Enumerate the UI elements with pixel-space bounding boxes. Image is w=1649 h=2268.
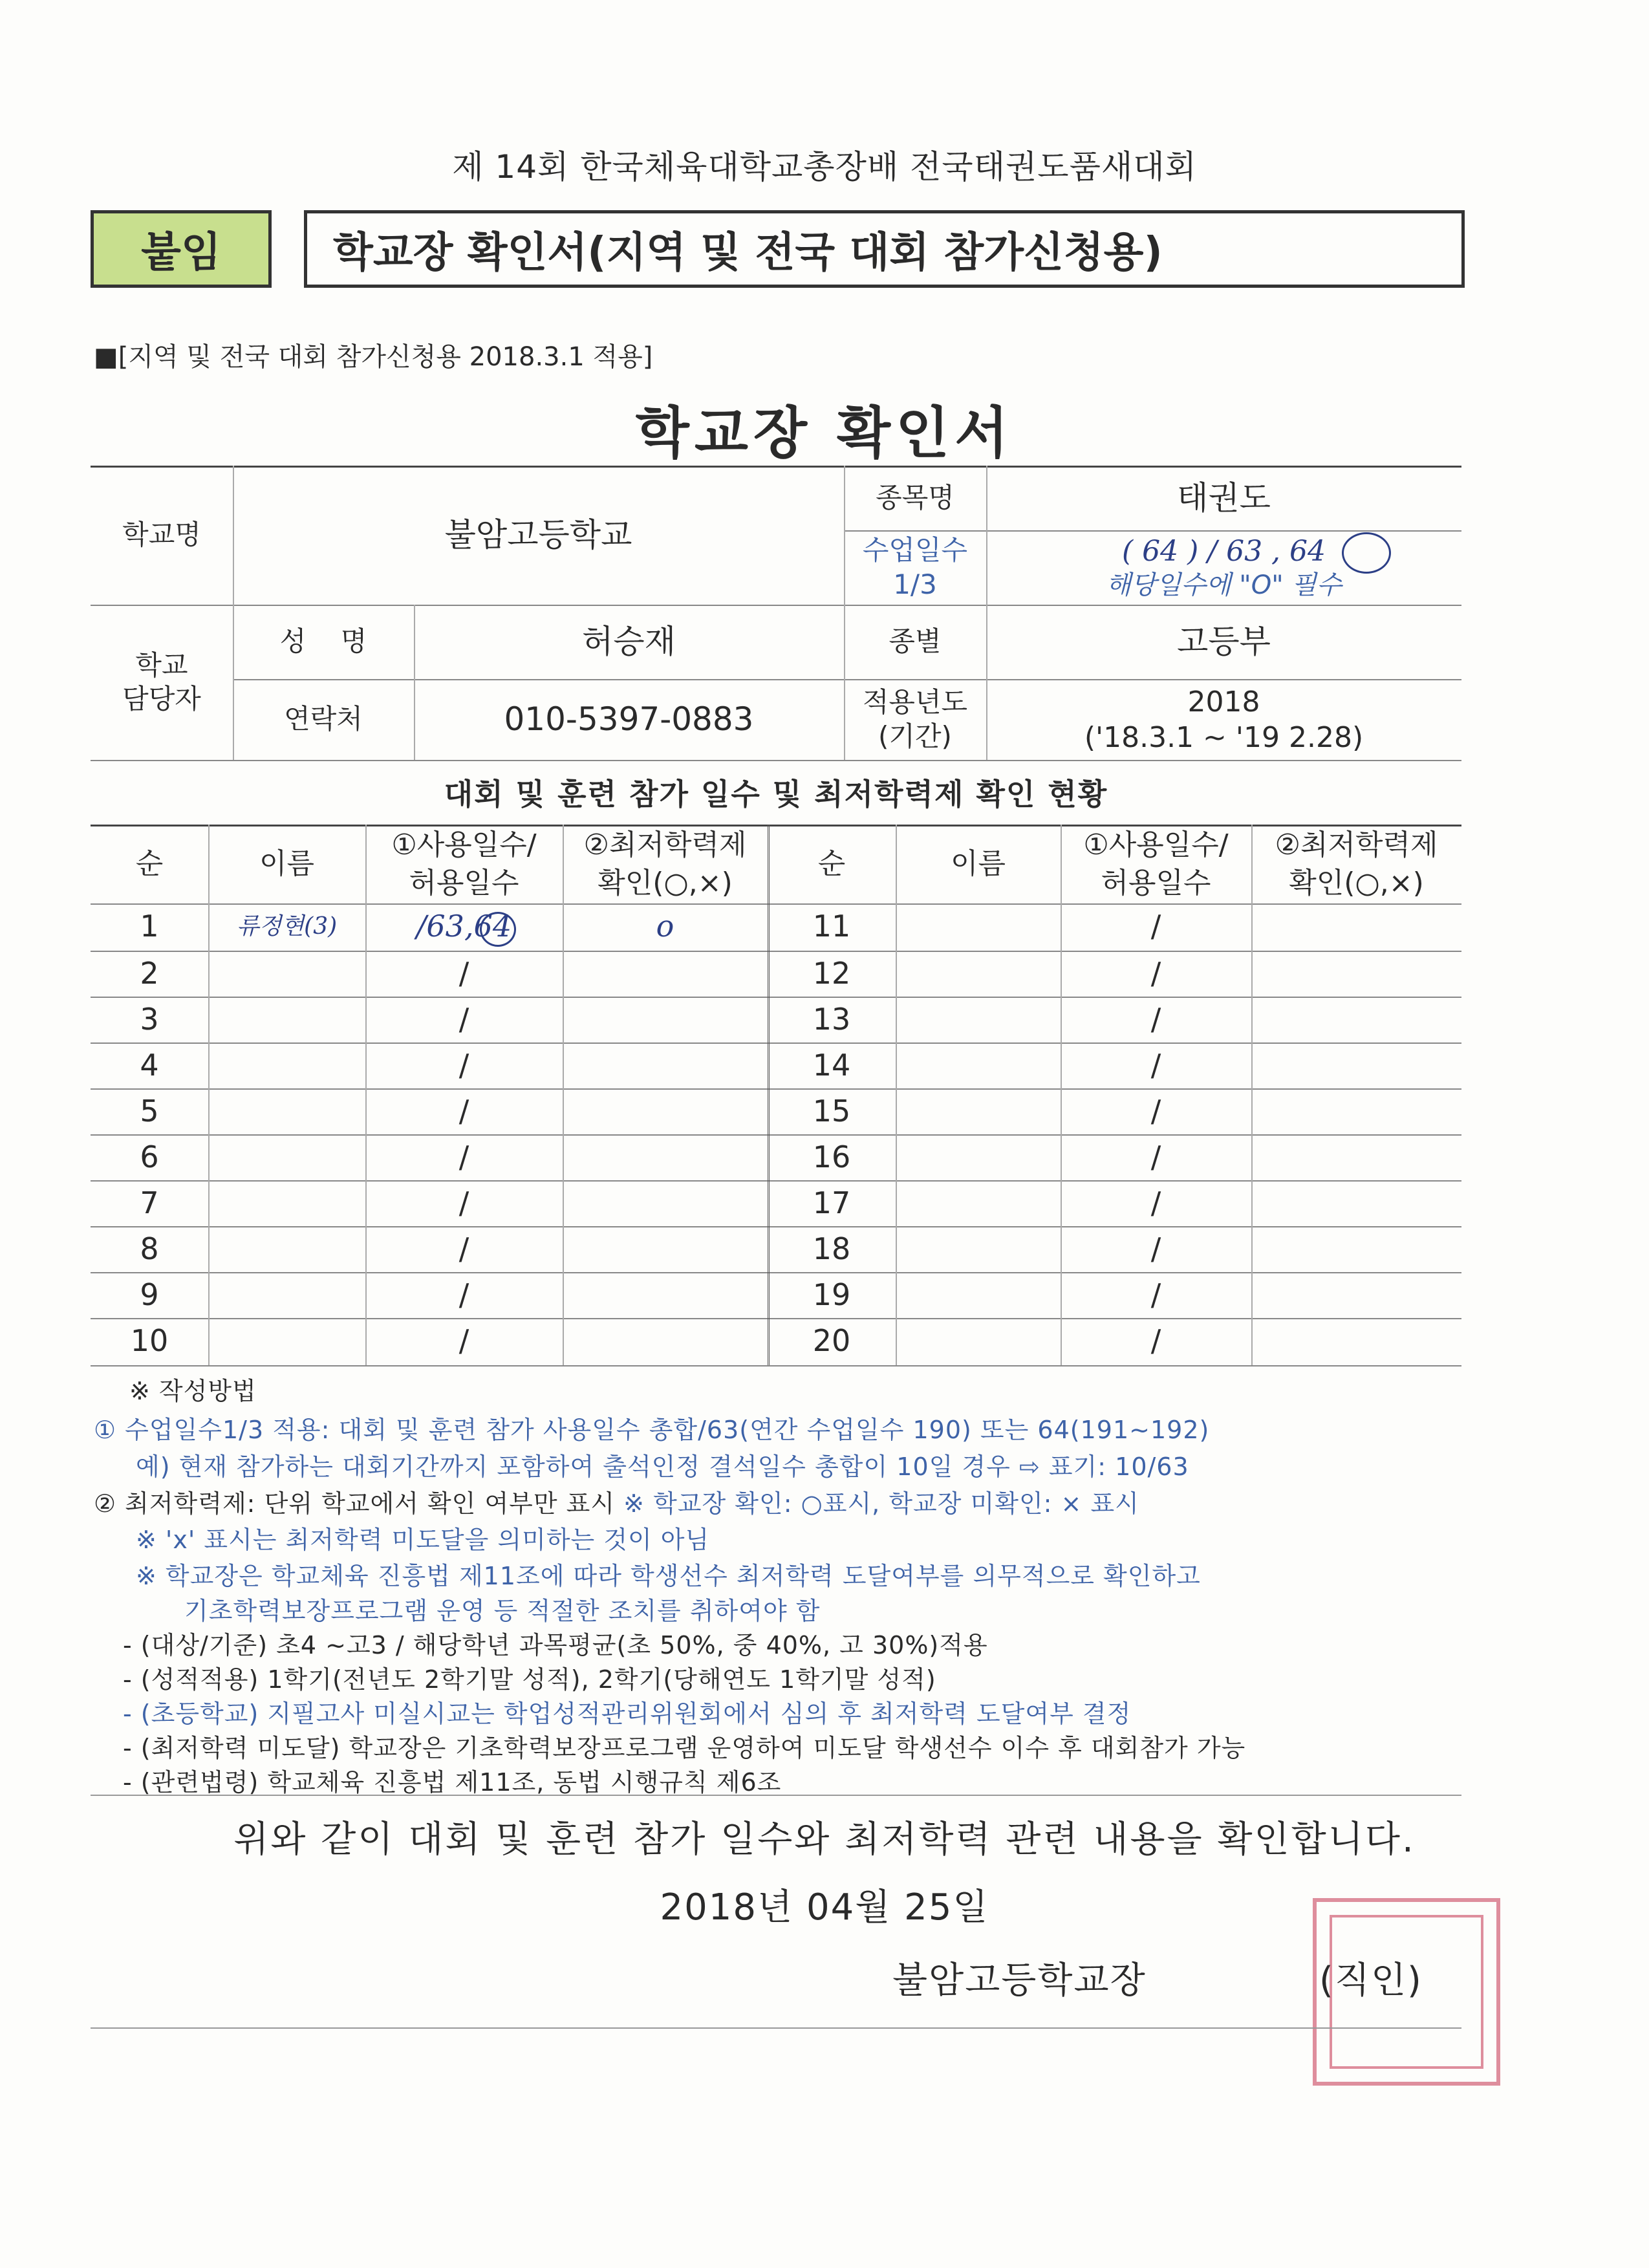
row-number: 19 — [812, 1277, 851, 1312]
detail-5: - (관련법령) 학교체육 진흥법 제11조, 동법 시행규칙 제6조 — [123, 1768, 782, 1797]
row-name — [896, 951, 1061, 997]
row-number: 5 — [140, 1093, 159, 1129]
row-days: / — [458, 1323, 469, 1358]
row-number: 4 — [140, 1047, 159, 1083]
detail-2: - (성적적용) 1학기(전년도 2학기말 성적), 2학기(당해연도 1학기말 성적) — [123, 1665, 936, 1694]
row-name — [896, 1180, 1061, 1226]
row-name — [896, 1134, 1061, 1180]
row-days: / — [1150, 955, 1161, 991]
row-days: / — [1150, 1139, 1161, 1174]
row-days: / — [458, 1139, 469, 1174]
sport-value: 태권도 — [1177, 479, 1271, 517]
row-check: o — [656, 908, 674, 944]
school-label: 학교명 — [122, 519, 201, 551]
detail-3: - (초등학교) 지필고사 미실시교는 학업성적관리위원회에서 심의 후 최저학력 도달여부 결정 — [123, 1700, 1132, 1728]
header-no: 순 — [135, 847, 164, 881]
division-value: 고등부 — [1177, 623, 1271, 661]
header-days — [1061, 825, 1251, 903]
row-check — [563, 951, 768, 997]
header-check-line1: ②최저학력제 — [583, 828, 747, 861]
attachment-badge: 붙임 — [91, 210, 272, 288]
header-name: 이름 — [950, 847, 1006, 881]
row-days: / — [458, 1185, 469, 1220]
seal-note: (직인) — [1319, 1960, 1423, 2002]
row-check — [1251, 1180, 1461, 1226]
row-check — [563, 1088, 768, 1134]
row-check — [1251, 951, 1461, 997]
note-1b: 예) 현재 참가하는 대회기간까지 포함하여 출석인정 결석일수 총합이 10일 경우 ⇨ 표기: 10/63 — [136, 1453, 1189, 1481]
row-check — [1251, 1088, 1461, 1134]
notes-heading: ※ 작성방법 — [129, 1377, 257, 1405]
closing-statement: 위와 같이 대회 및 훈련 참가 일수와 최저학력 관련 내용을 확인합니다. — [233, 1819, 1416, 1861]
year-value-cell — [986, 679, 1461, 760]
detail-4: - (최저학력 미도달) 학교장은 기초학력보장프로그램 운영하여 미도달 학생선수 이수 후 대회참가 가능 — [123, 1734, 1246, 1762]
row-days: / — [1150, 1185, 1161, 1220]
note-2d: 기초학력보장프로그램 운영 등 적절한 조치를 취하여야 함 — [184, 1597, 821, 1625]
header-days-line1: ①사용일수/ — [391, 828, 537, 861]
header-days-line2: 허용일수 — [409, 867, 519, 900]
row-check — [563, 1134, 768, 1180]
row-name — [896, 1318, 1061, 1364]
row-number: 1 — [140, 908, 159, 944]
row-check — [563, 997, 768, 1042]
row-number: 13 — [812, 1001, 851, 1037]
row-check — [1251, 1134, 1461, 1180]
row-check — [1251, 1042, 1461, 1088]
row-days: / — [458, 955, 469, 991]
section-heading: 대회 및 훈련 참가 일수 및 최저학력제 확인 현황 — [444, 777, 1108, 812]
row-check — [563, 1272, 768, 1318]
table-rule — [91, 1365, 1461, 1366]
note-2a-prefix: ② 최저학력제: 단위 학교에서 확인 여부만 표시 — [94, 1489, 624, 1518]
row-number: 10 — [130, 1323, 169, 1358]
division-label: 종별 — [889, 625, 942, 658]
name-label: 성 명 — [279, 625, 367, 658]
row-days: / — [1150, 1093, 1161, 1129]
document-title: 학교장 확인서 — [635, 401, 1014, 466]
row-number: 14 — [812, 1047, 851, 1083]
year-value: 2018 — [1187, 685, 1260, 718]
note-2a — [94, 1484, 1139, 1519]
row-name — [208, 1318, 365, 1364]
name-value: 허승재 — [582, 623, 676, 661]
row-number: 20 — [812, 1323, 851, 1358]
year-label — [844, 679, 986, 760]
row-name — [896, 997, 1061, 1042]
header-check-line2: 확인(○,×) — [598, 867, 733, 900]
row-name — [208, 1180, 365, 1226]
manager-label-line1: 학교 — [135, 649, 188, 681]
header-days-line1: ①사용일수/ — [1083, 828, 1229, 861]
row-days: / — [458, 1277, 469, 1312]
row-number: 6 — [140, 1139, 159, 1174]
school-days-value-cell — [986, 530, 1461, 605]
row-check — [1251, 1318, 1461, 1364]
row-name — [208, 1134, 365, 1180]
circle-mark — [480, 912, 516, 947]
header-days — [365, 825, 563, 903]
row-days: / — [458, 1231, 469, 1266]
header-days-line2: 허용일수 — [1101, 867, 1211, 900]
row-name — [208, 1042, 365, 1088]
row-number: 17 — [812, 1185, 851, 1220]
row-days: / — [1150, 908, 1161, 944]
row-number: 16 — [812, 1139, 851, 1174]
row-name — [208, 1272, 365, 1318]
row-days: / — [1150, 1323, 1161, 1358]
row-check — [563, 1226, 768, 1272]
row-number: 18 — [812, 1231, 851, 1266]
school-days-label-line2: 1/3 — [893, 568, 937, 600]
row-name — [896, 1272, 1061, 1318]
period-value: ('18.3.1 ~ '19 2.28) — [1084, 720, 1364, 754]
school-days-value: ( 64 ) / 63 , 64 — [1121, 535, 1326, 568]
row-name — [896, 1042, 1061, 1088]
header-check — [563, 825, 768, 903]
header-check-line1: ②최저학력제 — [1275, 828, 1438, 861]
row-days: / — [1150, 1277, 1161, 1312]
form-banner: 학교장 확인서(지역 및 전국 대회 참가신청용) — [304, 210, 1465, 288]
row-days: / — [458, 1001, 469, 1037]
row-days: / — [458, 1093, 469, 1129]
principal-title: 불암고등학교장 — [892, 1960, 1147, 2002]
school-days-label-line1: 수업일수 — [862, 534, 968, 566]
row-number: 8 — [140, 1231, 159, 1266]
row-number: 11 — [812, 908, 851, 944]
row-check — [563, 1318, 768, 1364]
divider — [91, 1795, 1461, 1796]
manager-label — [91, 605, 233, 760]
bottom-divider — [91, 2027, 1461, 2029]
row-check — [563, 1042, 768, 1088]
row-check — [563, 1180, 768, 1226]
row-name: 류정현(3) — [236, 913, 338, 940]
year-label-line1: 적용년도 — [862, 686, 968, 718]
row-name — [896, 1088, 1061, 1134]
school-name: 불암고등학교 — [444, 516, 632, 554]
note-2a-suffix: ※ 학교장 확인: ○표시, 학교장 미확인: × 표시 — [623, 1489, 1139, 1518]
school-days-label — [844, 530, 986, 605]
row-days: / — [1150, 1001, 1161, 1037]
row-name — [208, 951, 365, 997]
detail-1: - (대상/기준) 초4 ~고3 / 해당학년 과목평균(초 50%, 중 40%, 고 30%)적용 — [123, 1631, 988, 1659]
circle-mark — [1342, 532, 1391, 574]
note-2b: ※ 'x' 표시는 최저학력 미도달을 의미하는 것이 아님 — [136, 1526, 710, 1554]
header-check-line2: 확인(○,×) — [1289, 867, 1424, 900]
contact-value: 010-5397-0883 — [504, 700, 754, 739]
row-check — [1251, 1226, 1461, 1272]
event-title: 제 14회 한국체육대학교총장배 전국태권도품새대회 — [452, 148, 1197, 186]
header-name: 이름 — [259, 847, 314, 881]
row-name — [208, 1226, 365, 1272]
row-number: 9 — [140, 1277, 159, 1312]
row-check — [1251, 1272, 1461, 1318]
row-name — [896, 903, 1061, 949]
header-check — [1251, 825, 1461, 903]
note-1a: ① 수업일수1/3 적용: 대회 및 훈련 참가 사용일수 총합/63(연간 수업일수 190) 또는 64(191~192) — [94, 1416, 1210, 1444]
note-2c: ※ 학교장은 학교체육 진흥법 제11조에 따라 학생선수 최저학력 도달여부를 의무적으로 확인하고 — [136, 1562, 1201, 1590]
contact-label: 연락처 — [284, 703, 363, 735]
row-days: / — [1150, 1047, 1161, 1083]
row-name — [896, 1226, 1061, 1272]
issue-date: 2018년 04월 25일 — [660, 1886, 989, 1928]
row-check — [1251, 903, 1461, 949]
row-number: 15 — [812, 1093, 851, 1129]
row-number: 7 — [140, 1185, 159, 1220]
row-check — [1251, 997, 1461, 1042]
row-name — [208, 997, 365, 1042]
sport-label: 종목명 — [876, 481, 954, 513]
table-rule — [91, 760, 1461, 761]
form-note: ■[지역 및 전국 대회 참가신청용 2018.3.1 적용] — [94, 342, 653, 372]
row-days: / — [1150, 1231, 1161, 1266]
manager-label-line2: 담당자 — [122, 683, 201, 715]
row-days: /63,64 — [416, 908, 512, 944]
row-days: / — [458, 1047, 469, 1083]
row-name — [208, 1088, 365, 1134]
row-number: 3 — [140, 1001, 159, 1037]
school-days-note: 해당일수에 "O" 필수 — [1106, 570, 1342, 600]
year-label-line2: (기간) — [878, 720, 952, 752]
row-number: 12 — [812, 955, 851, 991]
row-number: 2 — [140, 955, 159, 991]
header-no: 순 — [817, 847, 846, 881]
